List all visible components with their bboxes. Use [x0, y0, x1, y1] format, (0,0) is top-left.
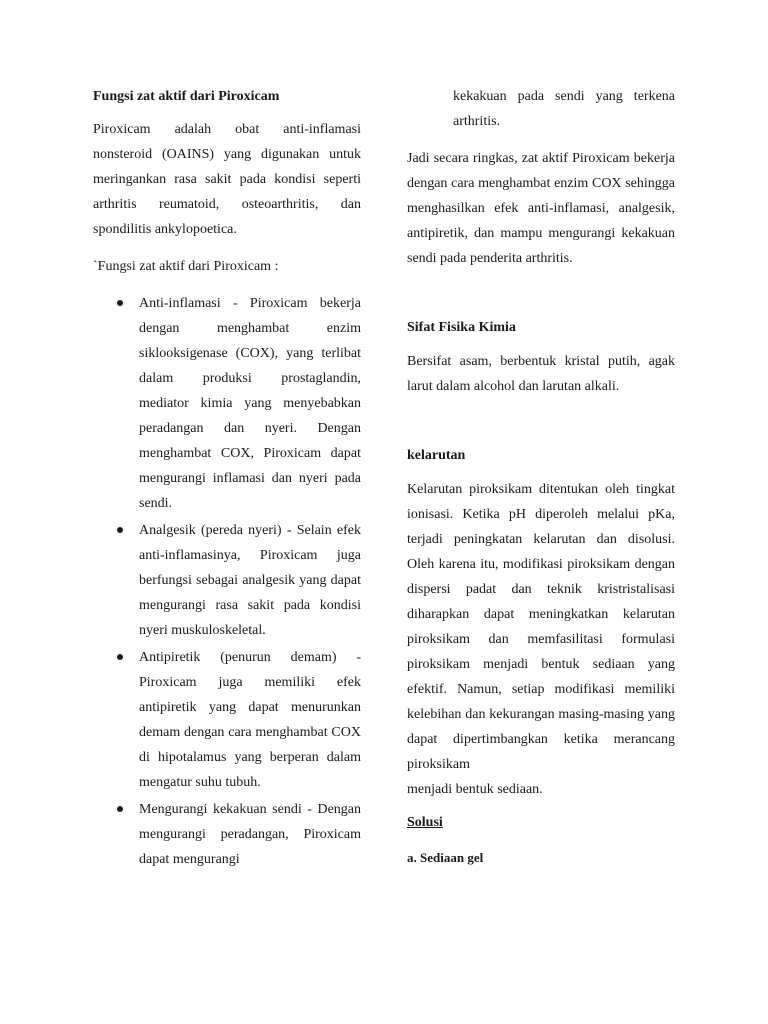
bullet-dot-icon — [117, 806, 123, 812]
fungsi-bullet-list — [93, 291, 361, 872]
fungsi-subtitle: `Fungsi zat aktif dari Piroxicam : — [93, 259, 279, 274]
bullet-item — [93, 797, 361, 872]
bullet-text: Analgesik (pereda nyeri) - Selain efek anti-inflamasinya, Piroxicam juga berfungsi sebagai analgesik yang dapat mengurangi rasa sakit pada kondisi nyeri muskuloskeletal. — [139, 523, 361, 638]
intro-paragraph: Piroxicam adalah obat anti-inflamasi nonsteroid (OAINS) yang digunakan untuk meringankan rasa sakit pada kondisi seperti arthritis reumatoid, osteoarthritis, dan spondilitis ankylopoetica. — [93, 122, 361, 237]
bullet-dot-icon — [117, 300, 123, 306]
bullet-item — [93, 645, 361, 795]
bullet-item — [93, 518, 361, 643]
solubility-last-line: menjadi bentuk sediaan. — [407, 782, 543, 797]
solution-subheading: a. Sediaan gel — [407, 850, 484, 865]
bullet-text: Antipiretik (penurun demam) - Piroxicam juga memiliki efek antipiretik yang dapat menurunkan demam dengan cara menghambat COX di hipotalamus yang berperan dalam mengatur suhu tubuh. — [139, 650, 361, 790]
section-title-kelarutan: kelarutan — [407, 448, 466, 463]
solubility-paragraph: Kelarutan piroksikam ditentukan oleh tingkat ionisasi. Ketika pH diperoleh melalui pKa, terjadi peningkatan kelarutan dan disolusi. Oleh karena itu, modifikasi piroksikam dengan dispersi padat dan teknik kristristalisasi diharapkan dapat meningkatkan kelarutan piroksikam dan memfasilitasi formulasi piroksikam menjadi bentuk sediaan yang efektif. Namun, setiap modifikasi memiliki kelebihan dan kekurangan masing-masing yang dapat dipertimbangkan ketika merancang piroksikam — [407, 482, 675, 772]
bullet-continuation: kekakuan pada sendi yang terkena arthritis. — [453, 89, 675, 129]
left-column — [93, 84, 361, 874]
physchem-paragraph: Bersifat asam, berbentuk kristal putih, agak larut dalam alcohol dan larutan alkali. — [407, 354, 675, 394]
bullet-dot-icon — [117, 527, 123, 533]
section-title-fungsi: Fungsi zat aktif dari Piroxicam — [93, 89, 280, 104]
bullet-dot-icon — [117, 654, 123, 660]
bullet-item — [93, 291, 361, 516]
bullet-text: Anti-inflamasi - Piroxicam bekerja dengan menghambat enzim siklooksigenase (COX), yang terlibat dalam produksi prostaglandin, mediator kimia yang menyebabkan peradangan dan nyeri. Dengan menghambat COX, Piroxicam dapat mengurangi inflamasi dan nyeri pada sendi. — [139, 296, 361, 511]
summary-paragraph: Jadi secara ringkas, zat aktif Piroxicam bekerja dengan cara menghambat enzim COX sehingga menghasilkan efek anti-inflamasi, analgesik, antipiretik, dan mampu mengurangi kekakuan sendi pada penderita arthritis. — [407, 151, 675, 266]
section-title-solusi: Solusi — [407, 815, 443, 830]
section-title-sifat: Sifat Fisika Kimia — [407, 320, 516, 335]
right-column — [407, 84, 675, 870]
bullet-text: Mengurangi kekakuan sendi - Dengan mengurangi peradangan, Piroxicam dapat mengurangi — [139, 802, 361, 867]
